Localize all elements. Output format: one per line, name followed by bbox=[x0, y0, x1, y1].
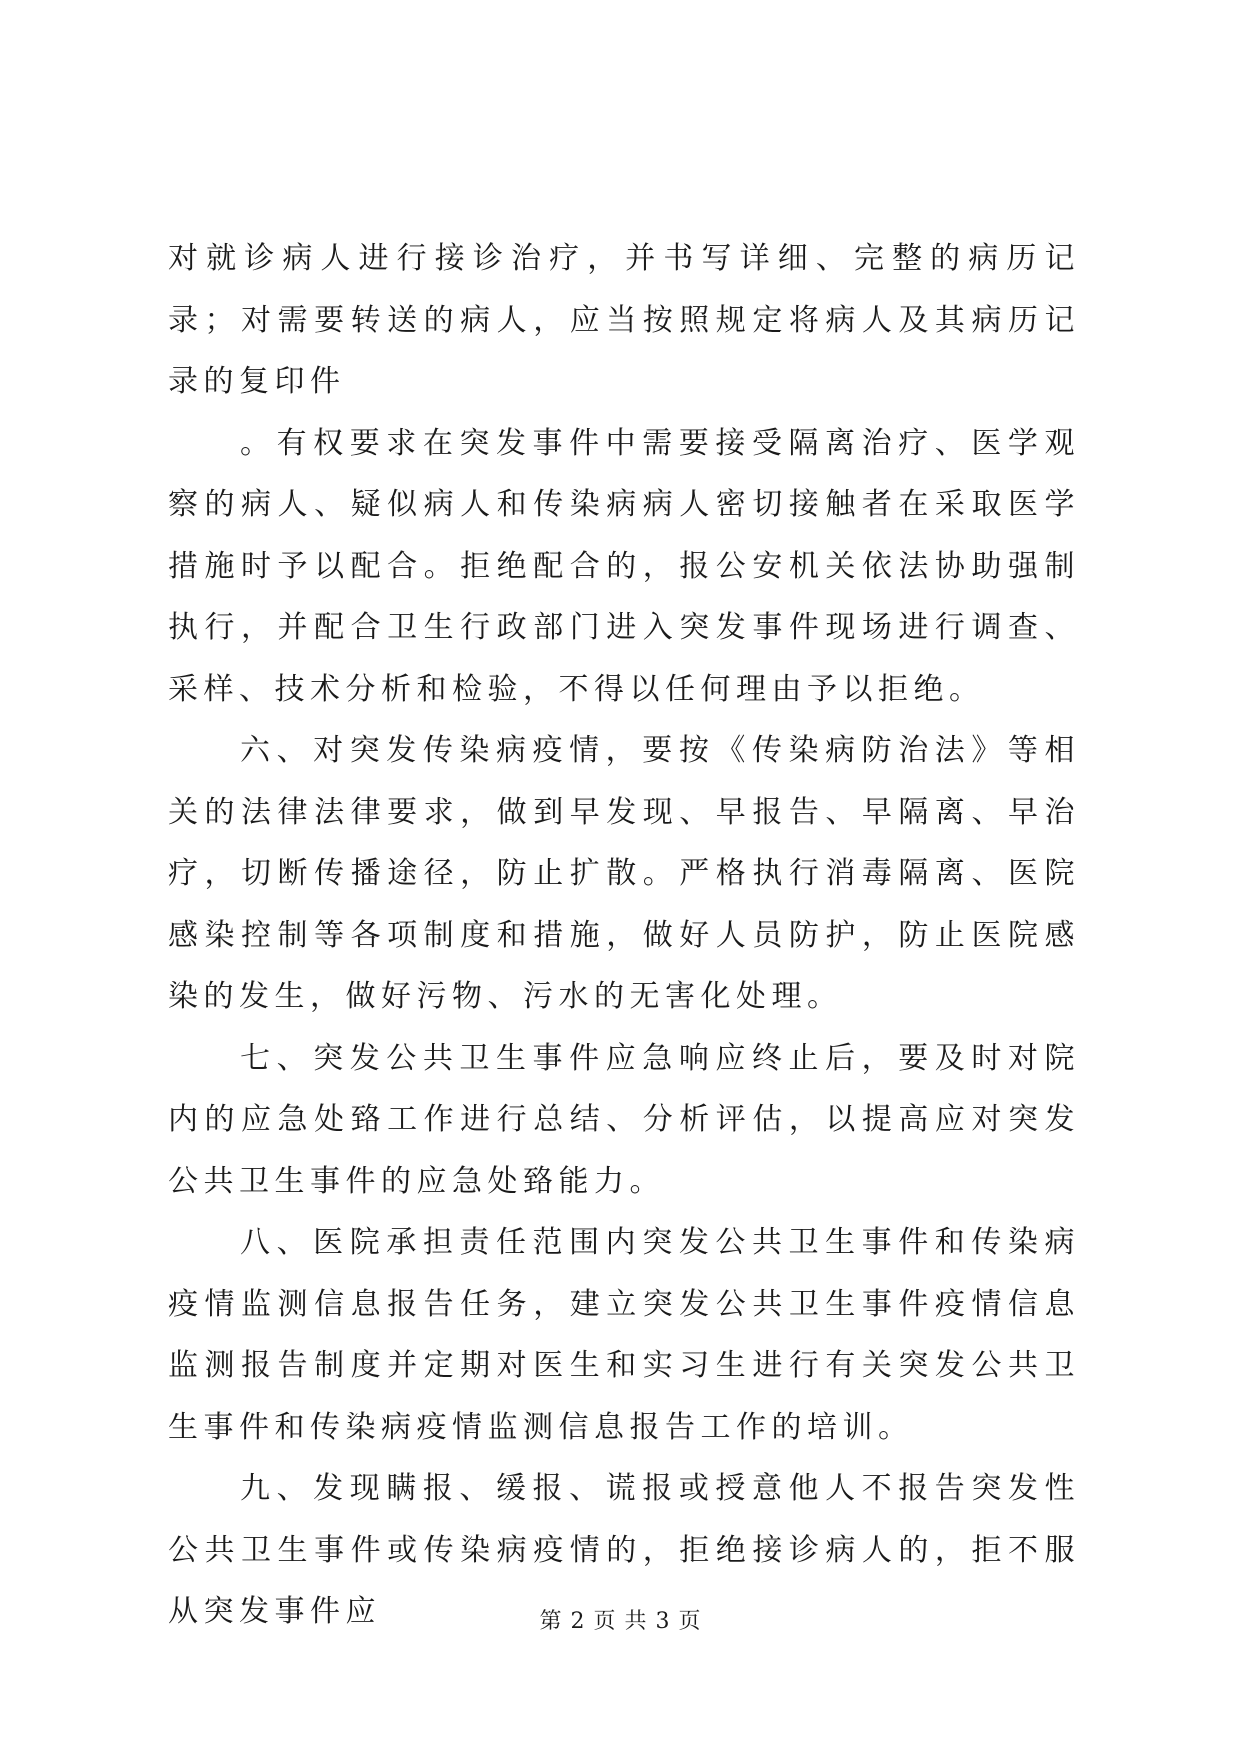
paragraph-6: 九、发现瞒报、缓报、谎报或授意他人不报告突发性公共卫生事件或传染病疫情的，拒绝接诊病人的，拒不服从突发事件应 bbox=[168, 1471, 1080, 1629]
page-number-footer: 第 2 页 共 3 页 bbox=[539, 1609, 702, 1634]
paragraph-1: 对就诊病人进行接诊治疗，并书写详细、完整的病历记录；对需要转送的病人，应当按照规定将病人及其病历记录的复印件 bbox=[168, 241, 1080, 399]
paragraph-2: 。有权要求在突发事件中需要接受隔离治疗、医学观察的病人、疑似病人和传染病病人密切接触者在采取医学措施时予以配合。拒绝配合的，报公安机关依法协助强制执行，并配合卫生行政部门进入突发事件现场进行调查、采样、技术分析和检验，不得以任何理由予以拒绝。 bbox=[168, 425, 1080, 707]
paragraph-5: 八、医院承担责任范围内突发公共卫生事件和传染病疫情监测信息报告任务，建立突发公共卫生事件疫情信息监测报告制度并定期对医生和实习生进行有关突发公共卫生事件和传染病疫情监测信息报告工作的培训。 bbox=[168, 1225, 1080, 1445]
document-body bbox=[168, 228, 1080, 1643]
paragraph-4: 七、突发公共卫生事件应急响应终止后，要及时对院内的应急处臵工作进行总结、分析评估，以提高应对突发公共卫生事件的应急处臵能力。 bbox=[168, 1040, 1080, 1199]
paragraph-3: 六、对突发传染病疫情，要按《传染病防治法》等相关的法律法律要求，做到早发现、早报告、早隔离、早治疗，切断传播途径，防止扩散。严格执行消毒隔离、医院感染控制等各项制度和措施，做好人员防护，防止医院感染的发生，做好污物、污水的无害化处理。 bbox=[168, 733, 1080, 1014]
